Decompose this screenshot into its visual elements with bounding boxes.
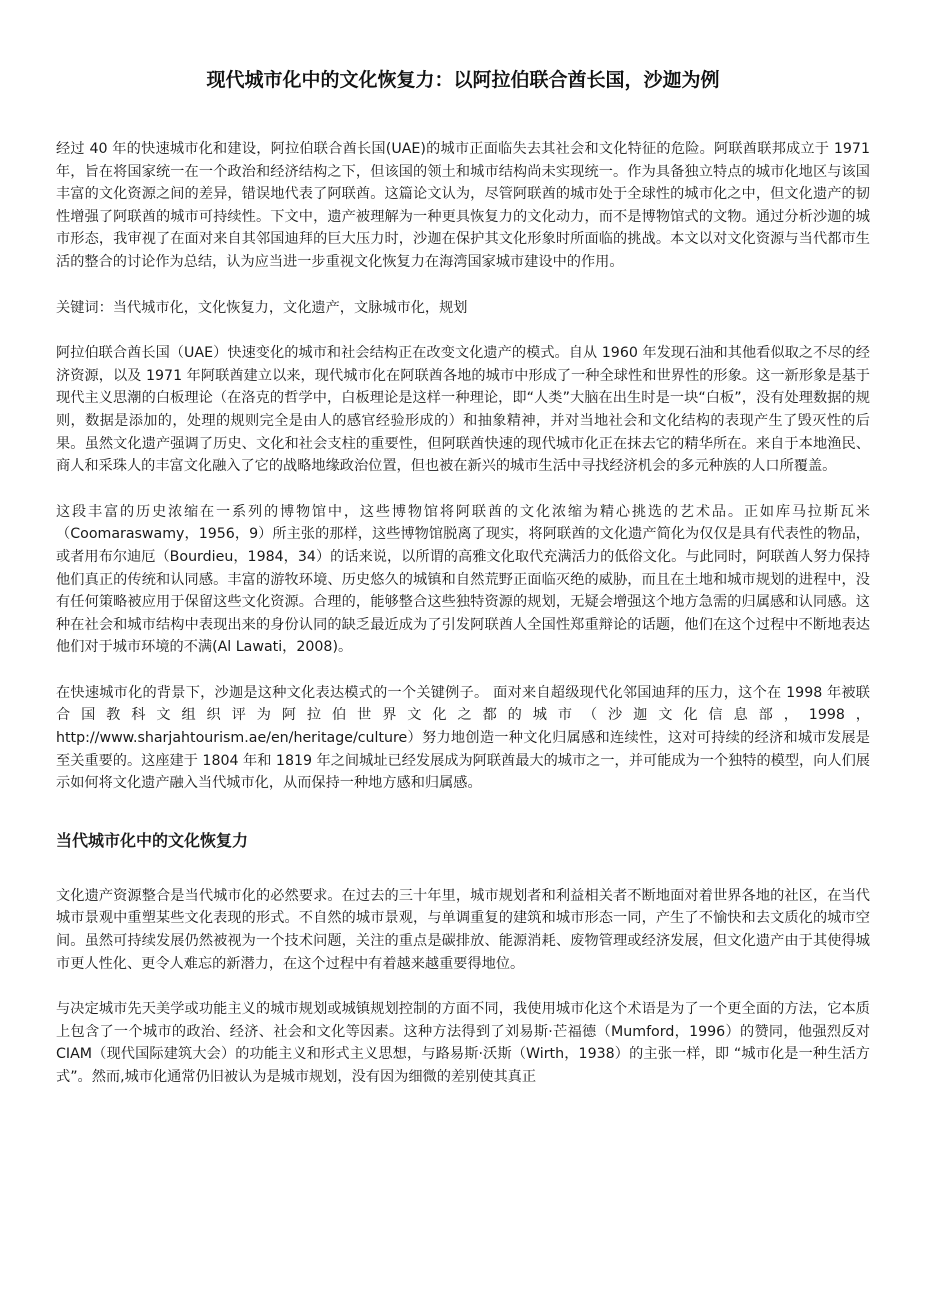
document-title: 现代城市化中的文化恢复力：以阿拉伯联合酋长国，沙迦为例	[206, 69, 720, 91]
section-paragraph-1: 文化遗产资源整合是当代城市化的必然要求。在过去的三十年里，城市规划者和利益相关者不断地面对着世界各地的社区，在当代城市景观中重塑某些文化表现的形式。不自然的城市景观，与单调重复的建筑和城市形态一同，产生了不愉快和去文质化的城市空间。虽然可持续发展仍然被视为一个技术问题，关注的重点是碳排放、能源消耗、废物管理或经济发展，但文化遗产由于其使得城市更人性化、更令人难忘的新潜力，在这个过程中有着越来越重要得地位。	[56, 887, 870, 972]
section-heading: 当代城市化中的文化恢复力	[56, 830, 249, 850]
body-paragraph-2: 这段丰富的历史浓缩在一系列的博物馆中，这些博物馆将阿联酋的文化浓缩为精心挑选的艺术品。正如库马拉斯瓦米（Coomaraswamy，1956，9）所主张的那样，这些博物馆脱离了现实，将阿联酋的文化遗产简化为仅仅是具有代表性的物品，或者用布尔迪厄（Bourdieu，1984，34）的话来说，以所谓的高雅文化取代充满活力的低俗文化。与此同时，阿联酋人努力保持他们真正的传统和认同感。丰富的游牧环境、历史悠久的城镇和自然荒野正面临灭绝的威胁，而且在土地和城市规划的进程中，没有任何策略被应用于保留这些文化资源。合理的，能够整合这些独特资源的规划，无疑会增强这个地方急需的归属感和认同感。这种在社会和城市结构中表现出来的身份认同的缺乏最近成为了引发阿联酋人全国性郑重辩论的话题，他们在这个过程中不断地表达他们对于城市环境的不满(Al Lawati，2008)。	[56, 503, 870, 656]
keywords-line: 关键词：当代城市化，文化恢复力，文化遗产，文脉城市化，规划	[56, 299, 468, 316]
section-paragraph-2: 与决定城市先天美学或功能主义的城市规划或城镇规划控制的方面不同，我使用城市化这个术语是为了一个更全面的方法，它本质上包含了一个城市的政治、经济、社会和文化等因素。这种方法得到了刘易斯·芒福德（Mumford，1996）的赞同，他强烈反对 CIAM（现代国际建筑大会）的功能主义和形式主义思想，与路易斯·沃斯（Wirth，1938）的主张一样，即 “城市化是一种生活方式”。然而,城市化通常仍旧被认为是城市规划，没有因为细微的差别使其真正	[56, 1001, 870, 1085]
body-paragraph-1: 阿拉伯联合酋长国（UAE）快速变化的城市和社会结构正在改变文化遗产的模式。自从 1960 年发现石油和其他看似取之不尽的经济资源，以及 1971 年阿联酋建立以来，现代城市化在阿联酋各地的城市中形成了一种全球性和世界性的形象。这一新形象是基于现代主义思潮的白板理论（在洛克的哲学中，白板理论是这样一种理论，即“人类”大脑在出生时是一块“白板”，没有处理数据的规则，数据是添加的，处理的规则完全是由人的感官经验形成的）和抽象精神，并对当地社会和文化结构的表现产生了毁灭性的后果。虽然文化遗产强调了历史、文化和社会支柱的重要性，但阿联酋快速的现代城市化正在抹去它的精华所在。来自于本地渔民、商人和采珠人的丰富文化融入了它的战略地缘政治位置，但也被在新兴的城市生活中寻找经济机会的多元种族的人口所覆盖。	[56, 345, 870, 475]
body-paragraph-3: 在快速城市化的背景下，沙迦是这种文化表达模式的一个关键例子。 面对来自超级现代化邻国迪拜的压力，这个在 1998 年被联合国教科文组织评为阿拉伯世界文化之都的城市（沙迦文化信息部，1998，http://www.sharjahtourism.ae/en/heritage/culture）努力地创造一种文化归属感和连续性，这对可持续的经济和城市发展是至关重要的。这座建于 1804 年和 1819 年之间城址已经发展成为阿联酋最大的城市之一，并可能成为一个独特的模型，向人们展示如何将文化遗产融入当代城市化，从而保持一种地方感和归属感。	[56, 684, 870, 792]
abstract-paragraph: 经过 40 年的快速城市化和建设，阿拉伯联合酋长国(UAE)的城市正面临失去其社会和文化特征的危险。阿联酋联邦成立于 1971 年，旨在将国家统一在一个政治和经济结构之下，但该国的领土和城市结构尚未实现统一。作为具备独立特点的城市化地区与该国丰富的文化资源之间的差异，错误地代表了阿联酋。这篇论文认为，尽管阿联酋的城市处于全球性的城市化之中，但文化遗产的韧性增强了阿联酋的城市可持续性。下文中，遗产被理解为一种更具恢复力的文化动力，而不是博物馆式的文物。通过分析沙迦的城市形态，我审视了在面对来自其邻国迪拜的巨大压力时，沙迦在保护其文化形象时所面临的挑战。本文以对文化资源与当代都市生活的整合的讨论作为总结，认为应当进一步重视文化恢复力在海湾国家城市建设中的作用。	[56, 141, 870, 270]
